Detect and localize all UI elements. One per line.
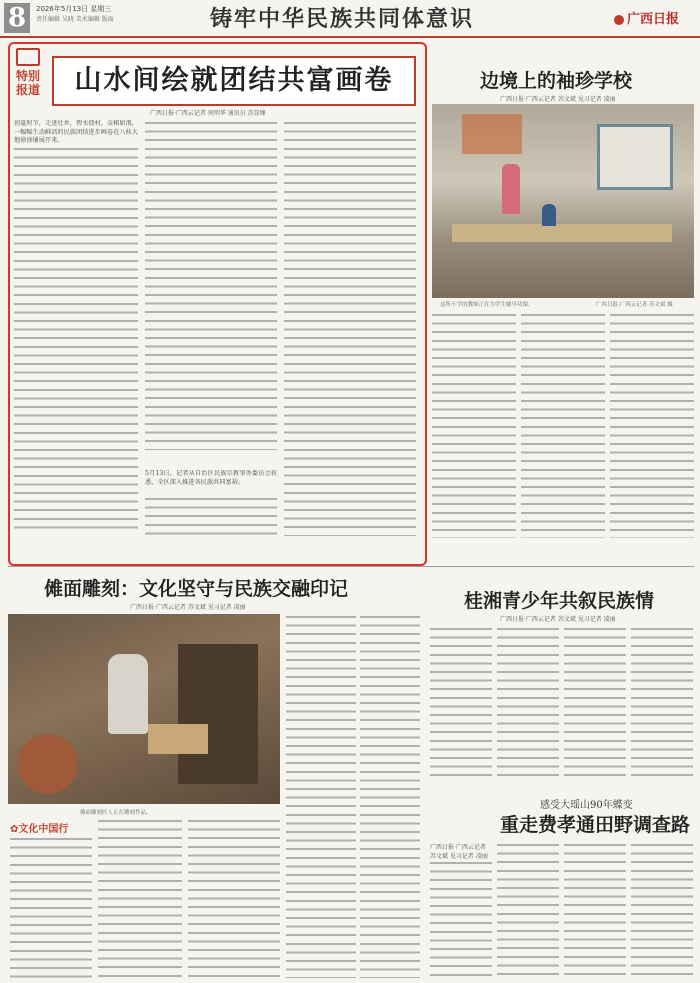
exploration-column-2 (497, 842, 559, 978)
tag-line-2: 报道 (16, 83, 41, 97)
classroom-window (597, 124, 673, 190)
school-photo-credit: 广西日报·广西云记者 苏文斌 摄 (596, 302, 673, 308)
school-photo-caption: 这所小学的教师正在为学生辅导功课。 (440, 302, 534, 308)
feature-column-2 (145, 120, 277, 450)
wood-block (148, 724, 208, 754)
youth-column-3 (564, 626, 626, 782)
feature-column-2b (145, 496, 277, 536)
classroom-desks (452, 224, 672, 242)
exploration-column-3 (564, 842, 626, 978)
issue-date: 2026年5月13日 星期三 (36, 5, 112, 13)
nuo-mask (18, 734, 78, 794)
exploration-byline: 广西日报·广西云记者 苏文斌 见习记者 凌丽 (430, 844, 488, 860)
page-number: 8 (4, 3, 30, 33)
section-divider (8, 566, 694, 567)
paper-name: 广西日报 (614, 8, 679, 27)
special-report-tag (16, 48, 40, 97)
youth-headline[interactable]: 桂湘青少年共叙民族情 (464, 590, 655, 612)
carving-column-1 (10, 836, 92, 978)
school-headline[interactable]: 边境上的袖珍学校 (480, 70, 633, 92)
feature-headline[interactable]: 山水间绘就团结共富画卷 (52, 56, 416, 106)
youth-column-1 (430, 626, 492, 782)
carving-workshop-photo (8, 614, 280, 804)
classroom-banner (462, 114, 522, 154)
carving-photo-caption: 傩面雕刻匠人正在雕刻作品。 (80, 810, 152, 816)
exploration-kicker: 感受大瑶山90年蝶变 (540, 800, 633, 811)
carver-figure (108, 654, 148, 734)
youth-column-4 (631, 626, 693, 782)
feature-lead-text: 初夏时节，走进壮乡，碧水绕村，金稻如浪，一幅幅生动鲜活的民族团结进步画卷在八桂大地徐徐铺展开来。 (14, 120, 138, 145)
school-column-2 (521, 312, 605, 538)
school-column-3 (610, 312, 694, 538)
feature-column-1 (14, 146, 138, 530)
school-classroom-photo (432, 104, 694, 298)
feature-byline: 广西日报·广西云记者 何明华 通讯员 苏显臻 (150, 110, 266, 117)
carving-column-5 (360, 614, 420, 978)
student-figure (542, 204, 556, 226)
school-byline: 广西日报·广西云记者 苏文斌 见习记者 凌丽 (500, 96, 616, 103)
exploration-column-4 (631, 842, 693, 978)
carving-column-3 (188, 818, 280, 978)
carving-column-4 (286, 614, 356, 978)
section-title: 铸牢中华民族共同体意识 (210, 6, 475, 32)
carving-byline: 广西日报·广西云记者 苏文斌 见习记者 凌丽 (130, 604, 246, 611)
flower-icon: ✿ (10, 824, 19, 835)
editors-line: 责任编辑 吴晓 美术编辑 版面 (36, 16, 114, 23)
feature-column-3 (284, 120, 416, 536)
teacher-figure (502, 164, 520, 214)
paper-logo-icon (614, 15, 624, 25)
tool-rack (178, 644, 258, 784)
book-icon (16, 48, 40, 66)
school-column-1 (432, 312, 516, 538)
carving-headline[interactable]: 傩面雕刻：文化坚守与民族交融印记 (44, 578, 349, 600)
carving-column-2 (98, 818, 182, 978)
feature-closing-text: 5月13日，记者从自治区民族宗教事务委员会获悉，全区深入推进各民族共同富裕。 (145, 470, 277, 486)
youth-column-2 (497, 626, 559, 782)
exploration-headline[interactable]: 重走费孝通田野调查路 (500, 814, 691, 836)
youth-byline: 广西日报·广西云记者 苏文斌 见习记者 凌丽 (500, 616, 616, 623)
culture-tag: ✿文化中国行 (10, 824, 69, 835)
exploration-column-1 (430, 860, 492, 978)
tag-line-1: 特别 (16, 69, 41, 83)
